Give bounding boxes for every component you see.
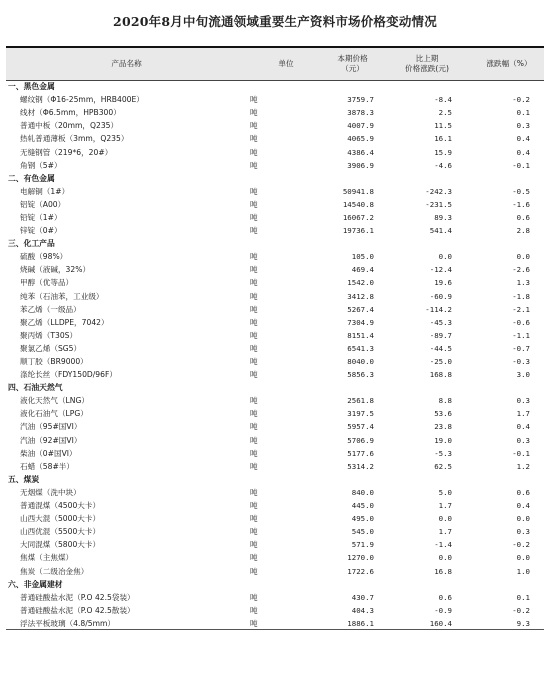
price-change-cell: -1.4 xyxy=(434,540,452,550)
product-name: 线材（Φ6.5mm，HPB300） xyxy=(20,108,121,118)
product-name: 大同混煤（5800大卡） xyxy=(20,540,101,550)
price-cell: 6541.3 xyxy=(347,343,374,353)
header-unit: 单位 xyxy=(247,47,325,80)
product-name: 柴油（0#国VI） xyxy=(20,448,77,458)
price-cell: 404.3 xyxy=(351,605,374,615)
price-change-cell: 0.0 xyxy=(438,252,452,262)
table-row xyxy=(6,198,544,211)
price-cell: 14540.8 xyxy=(342,199,374,209)
table-row xyxy=(6,355,544,368)
price-change-cell: 19.6 xyxy=(434,278,452,288)
product-name: 苯乙烯（一级品） xyxy=(20,304,81,314)
table-row xyxy=(6,368,544,381)
table-row xyxy=(6,604,544,617)
product-name: 山西大混（5000大卡） xyxy=(20,514,101,524)
product-name: 普通混煤（4500大卡） xyxy=(20,501,101,511)
unit-cell: 吨 xyxy=(250,409,258,419)
change-percent-cell: -1.6 xyxy=(512,199,530,209)
table-row xyxy=(6,119,544,132)
price-change-cell: -25.0 xyxy=(429,357,452,367)
category-label: 二、有色金属 xyxy=(8,173,55,183)
unit-cell: 吨 xyxy=(250,514,258,524)
price-change-cell: -44.5 xyxy=(429,343,452,353)
price-cell: 16067.2 xyxy=(342,212,374,222)
product-name: 无缝钢管（219*6，20#） xyxy=(20,147,113,157)
product-name: 顺丁胶（BR9000） xyxy=(20,357,88,367)
table-row xyxy=(6,211,544,224)
unit-cell: 吨 xyxy=(250,330,258,340)
category-row xyxy=(6,80,544,93)
category-label: 四、石油天然气 xyxy=(8,383,63,393)
table-row xyxy=(6,564,544,577)
product-name: 石蜡（58#半） xyxy=(20,461,74,471)
price-cell: 430.7 xyxy=(351,592,374,602)
unit-cell: 吨 xyxy=(250,199,258,209)
table-row xyxy=(6,486,544,499)
table-row xyxy=(6,224,544,237)
product-name: 普通中板（20mm，Q235） xyxy=(20,121,119,131)
product-name: 液化天然气（LNG） xyxy=(20,396,89,406)
unit-cell: 吨 xyxy=(250,605,258,615)
product-name: 螺纹钢（Φ16-25mm，HRB400E） xyxy=(20,95,144,105)
price-change-cell: 62.5 xyxy=(434,461,452,471)
price-change-cell: 15.9 xyxy=(434,147,452,157)
unit-cell: 吨 xyxy=(250,448,258,458)
product-name: 涤纶长丝（FDY150D/96F） xyxy=(20,370,117,380)
change-percent-cell: -2.6 xyxy=(512,265,530,275)
product-name: 普通硅酸盐水泥（P.O 42.5散装） xyxy=(20,605,135,615)
unit-cell: 吨 xyxy=(250,186,258,196)
price-cell: 8040.0 xyxy=(347,357,374,367)
change-percent-cell: 2.8 xyxy=(516,226,530,236)
change-percent-cell: 1.3 xyxy=(516,278,530,288)
unit-cell: 吨 xyxy=(250,304,258,314)
unit-cell: 吨 xyxy=(250,134,258,144)
unit-cell: 吨 xyxy=(250,147,258,157)
price-cell: 571.9 xyxy=(351,540,374,550)
table-row xyxy=(6,525,544,538)
unit-cell: 吨 xyxy=(250,278,258,288)
change-percent-cell: 0.0 xyxy=(516,514,530,524)
unit-cell: 吨 xyxy=(250,265,258,275)
change-percent-cell: -1.8 xyxy=(512,291,530,301)
product-name: 硫酸（98%） xyxy=(20,252,68,262)
price-cell: 5314.2 xyxy=(347,461,374,471)
change-percent-cell: 0.1 xyxy=(516,108,530,118)
change-percent-cell: 0.4 xyxy=(516,147,530,157)
category-row xyxy=(6,578,544,591)
category-label: 一、黑色金属 xyxy=(8,82,55,92)
product-name: 聚丙烯（T30S） xyxy=(20,330,78,340)
price-cell: 1270.0 xyxy=(347,553,374,563)
price-change-cell: -231.5 xyxy=(425,199,452,209)
unit-cell: 吨 xyxy=(250,343,258,353)
price-cell: 3412.8 xyxy=(347,291,374,301)
table-body xyxy=(6,80,544,630)
price-cell: 7304.9 xyxy=(347,317,374,327)
table-row xyxy=(6,394,544,407)
price-change-cell: 11.5 xyxy=(434,121,452,131)
price-cell: 4065.9 xyxy=(347,134,374,144)
unit-cell: 吨 xyxy=(250,160,258,170)
product-name: 无烟煤（洗中块） xyxy=(20,487,81,497)
product-name: 汽油（95#国VI） xyxy=(20,422,82,432)
table-row xyxy=(6,538,544,551)
product-name: 焦煤（主焦煤） xyxy=(20,553,74,563)
change-percent-cell: 0.6 xyxy=(516,487,530,497)
price-cell: 1542.0 xyxy=(347,278,374,288)
header-product-name: 产品名称 xyxy=(6,47,247,80)
unit-cell: 吨 xyxy=(250,212,258,222)
price-change-cell: 16.1 xyxy=(434,134,452,144)
change-percent-cell: 0.4 xyxy=(516,422,530,432)
price-cell: 1886.1 xyxy=(325,617,380,630)
price-cell: 3197.5 xyxy=(347,409,374,419)
unit-cell: 吨 xyxy=(250,435,258,445)
table-row xyxy=(6,145,544,158)
table-row xyxy=(6,434,544,447)
table-row xyxy=(6,106,544,119)
product-name: 锌锭（0#） xyxy=(20,226,62,236)
category-label: 三、化工产品 xyxy=(8,239,55,249)
price-change-cell: 5.0 xyxy=(438,487,452,497)
price-change-cell: -8.4 xyxy=(434,95,452,105)
price-change-cell: -4.6 xyxy=(434,160,452,170)
table-row xyxy=(6,290,544,303)
change-percent-cell: 0.3 xyxy=(516,435,530,445)
change-percent-cell: -0.3 xyxy=(512,357,530,367)
product-name: 铝锭（A00） xyxy=(20,199,66,209)
unit-cell: 吨 xyxy=(250,396,258,406)
change-percent-cell: -0.1 xyxy=(512,160,530,170)
table-row xyxy=(6,499,544,512)
product-name: 热轧普通薄板（3mm，Q235） xyxy=(20,134,129,144)
unit-cell: 吨 xyxy=(250,566,258,576)
price-cell: 5957.4 xyxy=(347,422,374,432)
table-header-row xyxy=(6,47,544,80)
price-change-cell: 541.4 xyxy=(429,226,452,236)
unit-cell: 吨 xyxy=(247,617,325,630)
price-change-cell: -114.2 xyxy=(425,304,452,314)
table-row xyxy=(6,159,544,172)
price-change-cell: 0.6 xyxy=(438,592,452,602)
table-row xyxy=(6,132,544,145)
price-cell: 3878.3 xyxy=(347,108,374,118)
product-name: 山西优混（5500大卡） xyxy=(20,527,101,537)
price-change-cell: 16.8 xyxy=(434,566,452,576)
product-name: 烧碱（液碱，32%） xyxy=(20,265,91,275)
change-percent-cell: -0.6 xyxy=(512,317,530,327)
table-row xyxy=(6,591,544,604)
price-cell: 105.0 xyxy=(351,252,374,262)
price-change-cell: 23.8 xyxy=(434,422,452,432)
price-change-cell: 1.7 xyxy=(438,527,452,537)
product-name: 聚氯乙烯（SG5） xyxy=(20,343,82,353)
product-name: 聚乙烯（LLDPE，7042） xyxy=(20,317,109,327)
product-name: 焦炭（二级冶金焦） xyxy=(20,566,89,576)
change-percent-cell: 0.4 xyxy=(516,501,530,511)
price-table xyxy=(6,46,544,630)
product-name: 汽油（92#国VI） xyxy=(20,435,82,445)
change-percent-cell: -0.2 xyxy=(512,95,530,105)
change-percent-cell: -0.1 xyxy=(512,448,530,458)
product-name: 浮法平板玻璃（4.8/5mm） xyxy=(6,617,247,630)
price-change-cell: 19.0 xyxy=(434,435,452,445)
change-percent-cell: -0.7 xyxy=(512,343,530,353)
table-row xyxy=(6,185,544,198)
change-percent-cell: 0.0 xyxy=(516,553,530,563)
price-cell: 5177.6 xyxy=(347,448,374,458)
unit-cell: 吨 xyxy=(250,226,258,236)
price-cell: 8151.4 xyxy=(347,330,374,340)
change-percent-cell: 1.7 xyxy=(516,409,530,419)
table-row xyxy=(6,512,544,525)
price-cell: 5856.3 xyxy=(347,370,374,380)
price-change-cell: 1.7 xyxy=(438,501,452,511)
header-change-percent: 涨跌幅（%） xyxy=(474,47,544,80)
unit-cell: 吨 xyxy=(250,357,258,367)
change-percent-cell: 0.6 xyxy=(516,212,530,222)
header-current-price: 本期价格 （元） xyxy=(325,47,380,80)
product-name: 铅锭（1#） xyxy=(20,212,62,222)
table-row xyxy=(6,420,544,433)
price-cell: 445.0 xyxy=(351,501,374,511)
price-cell: 545.0 xyxy=(351,527,374,537)
unit-cell: 吨 xyxy=(250,553,258,563)
table-row xyxy=(6,250,544,263)
price-change-cell: 8.8 xyxy=(438,396,452,406)
unit-cell: 吨 xyxy=(250,370,258,380)
change-percent-cell: -0.5 xyxy=(512,186,530,196)
unit-cell: 吨 xyxy=(250,592,258,602)
product-name: 液化石油气（LPG） xyxy=(20,409,88,419)
product-name: 角钢（5#） xyxy=(20,160,62,170)
product-name: 甲醇（优等品） xyxy=(20,278,74,288)
price-cell: 495.0 xyxy=(351,514,374,524)
price-change-cell: 53.6 xyxy=(434,409,452,419)
category-label: 五、煤炭 xyxy=(8,474,40,484)
category-label: 六、非金属建材 xyxy=(8,579,63,589)
price-cell: 4386.4 xyxy=(347,147,374,157)
price-change-cell: -242.3 xyxy=(425,186,452,196)
price-change-cell: 168.8 xyxy=(429,370,452,380)
price-change-cell: -5.3 xyxy=(434,448,452,458)
category-row xyxy=(6,237,544,250)
price-cell: 3906.9 xyxy=(347,160,374,170)
table-row xyxy=(6,407,544,420)
page-title: 2020年8月中旬流通领域重要生产资料市场价格变动情况 xyxy=(113,14,437,29)
change-percent-cell: -1.1 xyxy=(512,330,530,340)
unit-cell: 吨 xyxy=(250,540,258,550)
price-cell: 50941.8 xyxy=(342,186,374,196)
table-row xyxy=(6,316,544,329)
price-change-cell: -89.7 xyxy=(429,330,452,340)
price-cell: 469.4 xyxy=(351,265,374,275)
table-row xyxy=(6,276,544,289)
price-change-cell: -45.3 xyxy=(429,317,452,327)
table-row xyxy=(6,460,544,473)
price-change-cell: 2.5 xyxy=(438,108,452,118)
change-percent-cell: 9.3 xyxy=(474,617,544,630)
unit-cell: 吨 xyxy=(250,461,258,471)
change-percent-cell: 0.4 xyxy=(516,134,530,144)
category-row xyxy=(6,473,544,486)
change-percent-cell: -0.2 xyxy=(512,605,530,615)
table-row xyxy=(6,263,544,276)
category-row xyxy=(6,172,544,185)
price-cell: 5267.4 xyxy=(347,304,374,314)
unit-cell: 吨 xyxy=(250,108,258,118)
change-percent-cell: 0.0 xyxy=(516,252,530,262)
product-name: 电解铜（1#） xyxy=(20,186,70,196)
change-percent-cell: 0.3 xyxy=(516,121,530,131)
change-percent-cell: 0.3 xyxy=(516,396,530,406)
price-cell: 19736.1 xyxy=(342,226,374,236)
table-row xyxy=(6,447,544,460)
unit-cell: 吨 xyxy=(250,252,258,262)
unit-cell: 吨 xyxy=(250,95,258,105)
product-name: 普通硅酸盐水泥（P.O 42.5袋装） xyxy=(20,592,135,602)
table-row xyxy=(6,329,544,342)
table-row xyxy=(6,551,544,564)
price-cell: 4007.9 xyxy=(347,121,374,131)
price-change-cell: 0.0 xyxy=(438,553,452,563)
change-percent-cell: 1.2 xyxy=(516,461,530,471)
header-price-change: 比上期 价格涨跌(元) xyxy=(380,47,474,80)
price-change-cell: 0.0 xyxy=(438,514,452,524)
unit-cell: 吨 xyxy=(250,121,258,131)
unit-cell: 吨 xyxy=(250,501,258,511)
price-cell: 1722.6 xyxy=(347,566,374,576)
product-name: 纯苯（石油苯，工业级） xyxy=(20,291,104,301)
table-row xyxy=(6,93,544,106)
unit-cell: 吨 xyxy=(250,317,258,327)
table-row xyxy=(6,617,544,630)
unit-cell: 吨 xyxy=(250,527,258,537)
change-percent-cell: 3.0 xyxy=(516,370,530,380)
change-percent-cell: 1.0 xyxy=(516,566,530,576)
table-row xyxy=(6,303,544,316)
unit-cell: 吨 xyxy=(250,422,258,432)
price-cell: 5706.9 xyxy=(347,435,374,445)
price-change-cell: 160.4 xyxy=(380,617,474,630)
price-change-cell: -12.4 xyxy=(429,265,452,275)
change-percent-cell: 0.1 xyxy=(516,592,530,602)
price-change-cell: 89.3 xyxy=(434,212,452,222)
change-percent-cell: 0.3 xyxy=(516,527,530,537)
unit-cell: 吨 xyxy=(250,487,258,497)
price-cell: 3759.7 xyxy=(347,95,374,105)
price-cell: 840.0 xyxy=(351,487,374,497)
change-percent-cell: -0.2 xyxy=(512,540,530,550)
table-row xyxy=(6,342,544,355)
category-row xyxy=(6,381,544,394)
price-change-cell: -0.9 xyxy=(434,605,452,615)
price-change-cell: -60.9 xyxy=(429,291,452,301)
change-percent-cell: -2.1 xyxy=(512,304,530,314)
unit-cell: 吨 xyxy=(250,291,258,301)
price-cell: 2561.8 xyxy=(347,396,374,406)
